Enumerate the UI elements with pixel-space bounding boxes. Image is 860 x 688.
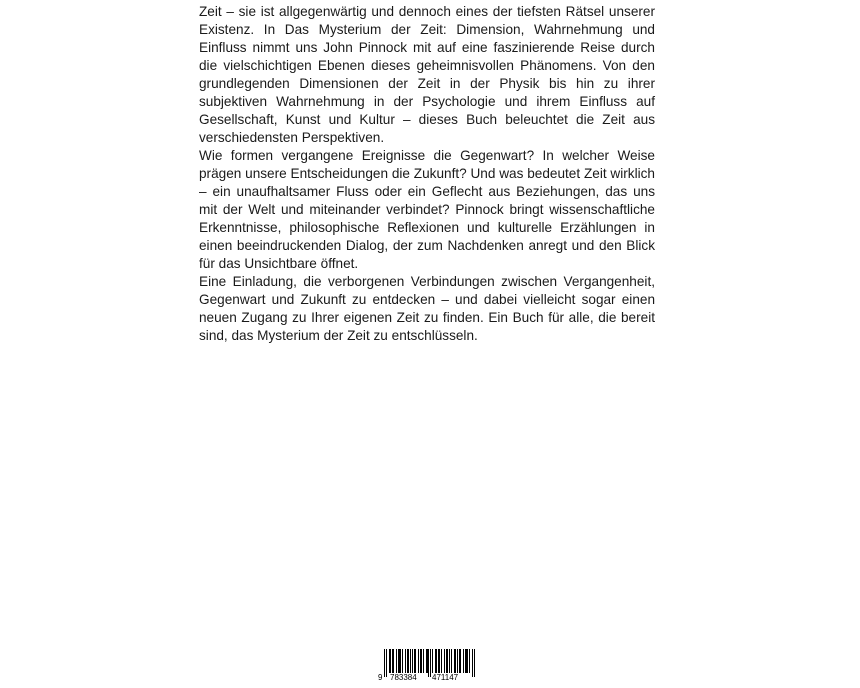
- barcode-bar: [408, 649, 409, 673]
- barcode-bar: [384, 649, 385, 677]
- barcode-bar: [467, 649, 468, 673]
- barcode-bar: [421, 649, 422, 673]
- barcode-bar: [459, 649, 460, 673]
- barcode-bar: [410, 649, 411, 673]
- barcode-bar: [427, 649, 428, 673]
- barcode-bar: [400, 649, 401, 673]
- barcode-bar: [469, 649, 470, 673]
- barcode-bar: [447, 649, 448, 673]
- barcode-graphic: [376, 649, 480, 685]
- barcode-bar: [463, 649, 464, 673]
- barcode-bar: [466, 649, 467, 673]
- barcode-bar: [432, 649, 433, 673]
- barcode-digits-right: 471147: [432, 673, 459, 682]
- barcode-bar: [460, 649, 461, 673]
- barcode-bar: [472, 649, 473, 677]
- barcode-bar: [414, 649, 415, 673]
- barcode-bar: [426, 649, 427, 673]
- barcode-bar: [415, 649, 416, 673]
- barcode-bar: [457, 649, 458, 673]
- barcode-bar: [412, 649, 413, 673]
- blurb-paragraph-3: Eine Einladung, die verborgenen Verbindungen zwischen Vergangenheit, Gegenwart und Zukunft zu entdecken – und dabei vielleicht sogar einen neuen Zugang zu Ihrer eigenen Zeit zu finden. Ein Buch für alle, die bereit sind, das Mysterium der Zeit zu entschlüsseln.: [199, 274, 655, 343]
- barcode-bar: [423, 649, 424, 673]
- barcode-bar: [405, 649, 406, 673]
- barcode-bar: [436, 649, 437, 673]
- barcode-bar: [439, 649, 440, 673]
- barcode-digit-first: 9: [378, 673, 383, 682]
- isbn-barcode: [376, 649, 480, 685]
- barcode-bar: [398, 649, 399, 673]
- barcode-bar: [455, 649, 456, 673]
- barcode-bar: [438, 649, 439, 673]
- back-cover-blurb: [199, 3, 655, 345]
- barcode-bar: [454, 649, 455, 673]
- barcode-bar: [435, 649, 436, 673]
- barcode-bar: [446, 649, 447, 673]
- barcode-bar: [407, 649, 408, 673]
- barcode-bar: [418, 649, 419, 673]
- barcode-bar: [430, 649, 431, 677]
- barcode-bar: [465, 649, 466, 673]
- barcode-bar: [420, 649, 421, 673]
- barcode-bar: [441, 649, 442, 673]
- barcode-bar: [390, 649, 391, 673]
- blurb-paragraph-2: Wie formen vergangene Ereignisse die Gegenwart? In welcher Weise prägen unsere Entscheidungen die Zukunft? Und was bedeutet Zeit wirklich – ein unaufhaltsamer Fluss oder ein Geflecht aus Beziehungen, das uns mit der Welt und miteinander verbindet? Pinnock bringt wissenschaftliche Erkenntnisse, philosophische Reflexionen und kulturelle Erzählungen in einen beeindruckenden Dialog, der zum Nachdenken anregt und den Blick für das Unsichtbare öffnet.: [199, 148, 655, 271]
- barcode-bar: [428, 649, 429, 677]
- barcode-bar: [474, 649, 475, 677]
- barcode-bar: [392, 649, 393, 673]
- barcode-bar: [396, 649, 397, 673]
- barcode-digits-left: 783384: [390, 673, 417, 682]
- barcode-bar: [389, 649, 390, 673]
- barcode-bar: [386, 649, 387, 677]
- barcode-bar: [402, 649, 403, 673]
- barcode-bar: [393, 649, 394, 673]
- blurb-paragraph-1: Zeit – sie ist allgegenwärtig und dennoch eines der tiefsten Rätsel unserer Existenz. In Das Mysterium der Zeit: Dimension, Wahrnehmung und Einfluss nimmt uns John Pinnock mit auf eine faszinierende Reise durch die vielschichtigen Ebenen dieses geheimnisvollen Phänomens. Von den grundlegenden Dimensionen der Zeit in der Physik bis hin zu ihrer subjektiven Wahrnehmung in der Psychologie und ihrem Einfluss auf Gesellschaft, Kunst und Kultur – dieses Buch beleuchtet die Zeit aus verschiedensten Perspektiven.: [199, 4, 655, 145]
- barcode-bar: [444, 649, 445, 673]
- barcode-bar: [449, 649, 450, 673]
- barcode-bar: [399, 649, 400, 673]
- barcode-bar: [451, 649, 452, 673]
